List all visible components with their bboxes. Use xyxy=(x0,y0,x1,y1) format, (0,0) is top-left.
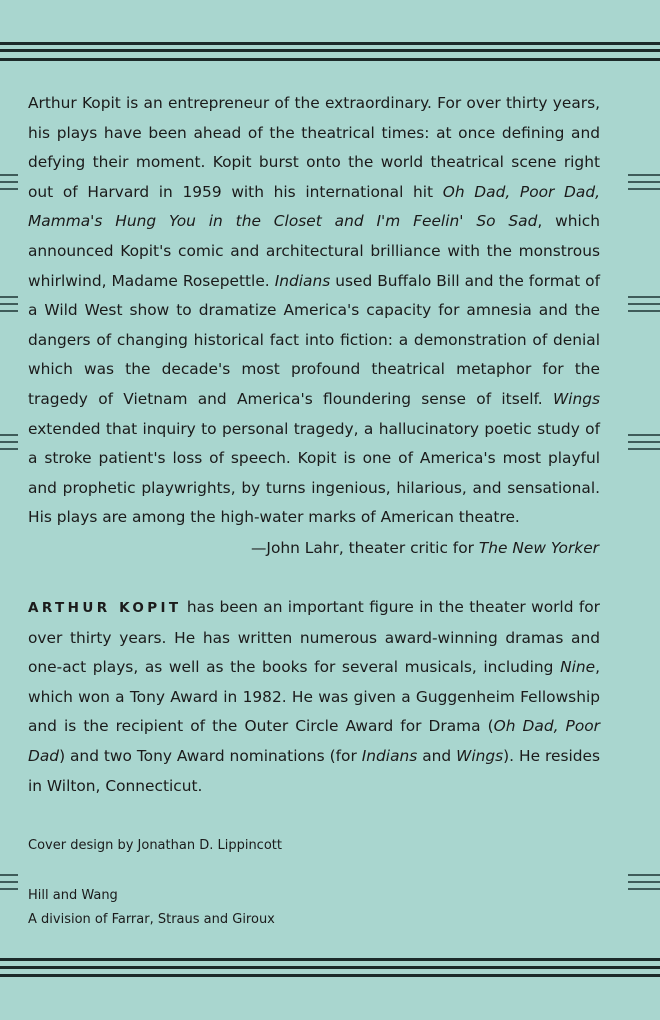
play-title: Oh Dad, Poor Dad, Mamma's Hung You in the Closet and I'm Feelin' So Sad xyxy=(28,182,600,231)
author-bio xyxy=(28,593,600,801)
play-title: Indians xyxy=(274,271,331,290)
border-line xyxy=(0,49,660,52)
publisher-name: Hill and Wang xyxy=(28,888,118,903)
author-name: ARTHUR KOPIT xyxy=(28,600,182,616)
bio-text: ARTHUR KOPIT has been an important figure in the theater world for over thirty years. He has written numerous award-winning dramas and one-act plays, as well as the books for several musicals, including Nine, which won a Tony Award in 1982. He was given a Guggenheim Fellowship and is the recipient of the Outer Circle Award for Drama (Oh Dad, Poor Dad) and two Tony Award nominations (for Indians and Wings). He resides in Wilton, Connecticut. xyxy=(28,598,600,795)
cover-credit: Cover design by Jonathan D. Lippincott xyxy=(28,838,282,853)
border-line xyxy=(0,958,660,961)
publisher-division: A division of Farrar, Straus and Giroux xyxy=(28,912,275,927)
play-title: Wings xyxy=(552,389,600,408)
review-paragraph xyxy=(28,89,600,533)
publication-name: The New Yorker xyxy=(478,539,599,557)
review-text: Arthur Kopit is an entrepreneur of the extraordinary. For over thirty years, his plays have been ahead of the theatrical times: at once defining and defying their moment. Kopit burst onto the world theatrical scene right out of Harvard in 1959 with his international hit Oh Dad, Poor Dad, Mamma's Hung You in the Closet and I'm Feelin' So Sad, which announced Kopit's comic and architectural brilliance with the monstrous whirlwind, Madame Rosepettle. Indians used Buffalo Bill and the format of a Wild West show to dramatize America's capacity for amnesia and the dangers of changing historical fact into fiction: a demonstration of denial which was the decade's most profound theatrical metaphor for the tragedy of Vietnam and America's floundering sense of itself. Wings extended that inquiry to personal tragedy, a hallucinatory poetic study of a stroke patient's loss of speech. Kopit is one of America's most playful and prophetic playwrights, by turns ingenious, hilarious, and sensational. His plays are among the high-water marks of American theatre. xyxy=(28,94,600,527)
review-attribution: —John Lahr, theater critic for The New Yorker xyxy=(251,539,599,557)
border-line xyxy=(0,58,660,61)
border-line xyxy=(0,42,660,45)
border-line xyxy=(0,966,660,969)
border-line xyxy=(0,974,660,977)
